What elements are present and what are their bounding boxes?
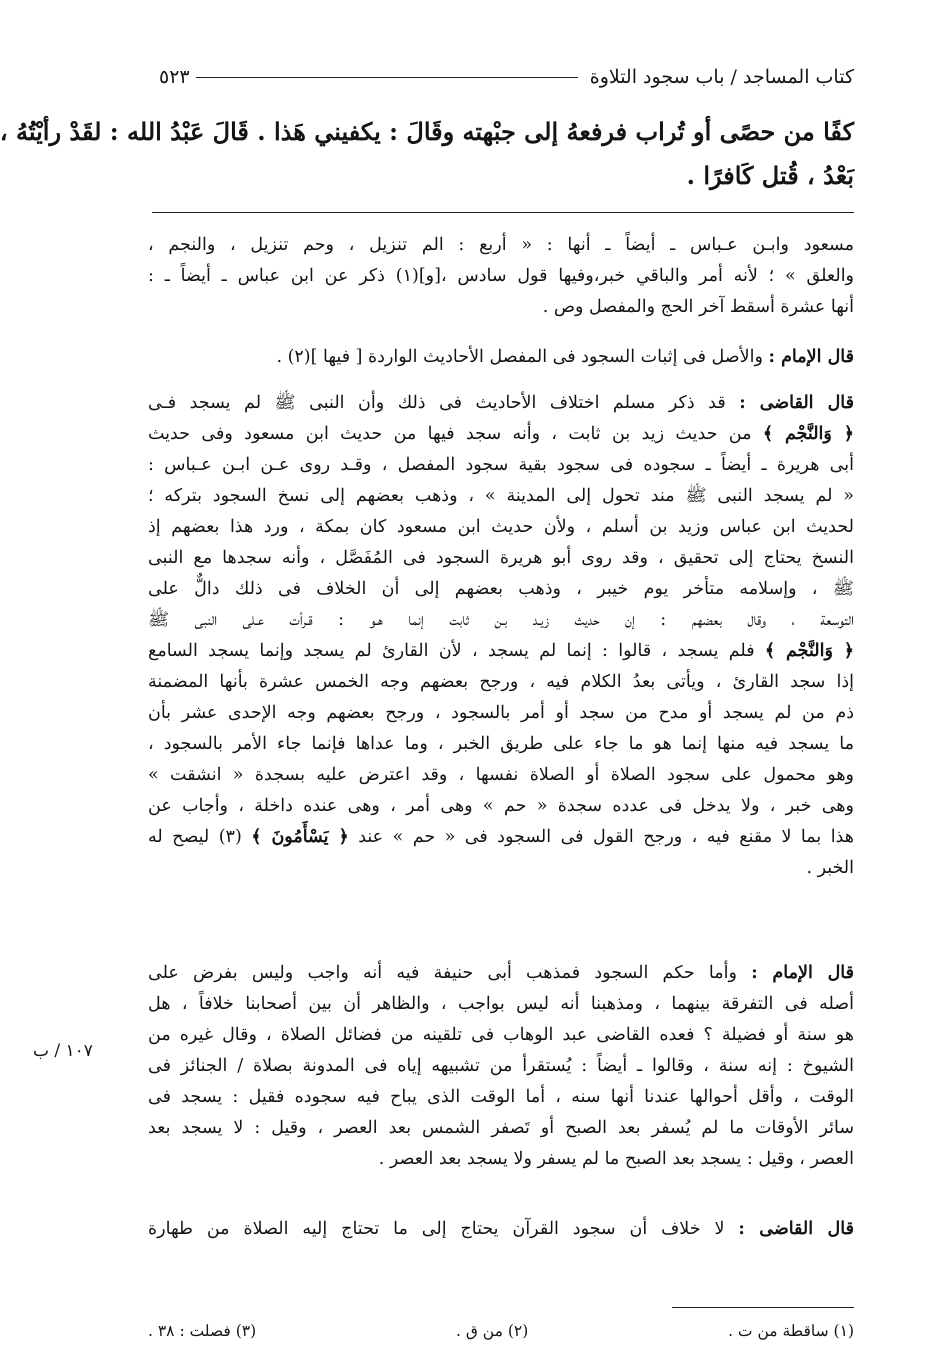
hadith-line: بَعْدُ ، قُتل كَافرًا . xyxy=(686,161,854,190)
text-line: ما يسجد فيه منها إنما هو ما جاء على طريق الخبر ، وما عداها فإنما جاء الأمر بالسجود ، xyxy=(148,734,854,754)
text-line: وهو محمول على سجود الصلاة أو الصلاة نفسها ، وقد اعترض عليه بسجدة « انشقت » xyxy=(148,765,854,785)
text-line: النسخ يحتاج إلى تحقيق ، وقد روى أبو هريرة السجود فى المُفَصَّل ، وأنه سجدها مع النبى xyxy=(148,548,854,568)
speaker-label: قال الإمام : xyxy=(751,963,854,983)
text-line: أصله فى التفرقة بينهما ، ومذهبنا أنه ليس بواجب ، والظاهر أن بين أصحابنا خلافاً ، هل xyxy=(148,994,854,1014)
footnote: (٣) فصلت : ٣٨ . xyxy=(148,1322,257,1340)
text-line: مسعود وابـن عـباس ـ أيضاً ـ أنها : « أربع : الم تنزيل ، وحم تنزيل ، والنجم ، xyxy=(148,235,854,255)
text-line: والعلق » ؛ لأنه أمر والباقي خبر،وفيها قول سادس ،[و](١) ذكر عن ابن عباس ـ أيضاً ـ : xyxy=(148,266,855,286)
text-line xyxy=(148,636,854,667)
speaker-label: قال القاضى : xyxy=(738,1219,854,1239)
header-rule xyxy=(153,77,578,78)
text-line: العصر ، وقيل : يسجد بعد الصبح ما لم يسفر ولا يسجد بعد العصر . xyxy=(378,1149,854,1169)
text-line: أبى هريرة ـ أيضاً ـ سجوده فى سجود بقية سجود المفصل ، وقـد روى عـن ابـن عـباس : xyxy=(148,455,854,475)
text-span: والأصل فى إثبات السجود فى المفصل الأحاديث الواردة [ فيها ](٢) . xyxy=(276,347,763,367)
text-line xyxy=(148,1214,854,1245)
text-line: « لم يسجد النبى ﷺ مند تحول إلى المدينة » ، وذهب بعضهم إلى نسخ السجود بتركه ؛ xyxy=(148,486,854,506)
text-line: الخبر . xyxy=(806,858,854,878)
qadi-paragraph xyxy=(148,1214,854,1245)
hadith-line: كفًا من حصًى أو تُراب فرفعهُ إلى جبْهته وقَالَ : يكفيني هَذا . قَالَ عَبْدُ الله : لقَدْ رأيْتُهُ ، xyxy=(0,117,854,146)
imam-paragraph xyxy=(148,342,854,373)
quran-quote: ﴿ وَالنَّجْم ﴾ xyxy=(764,641,855,661)
text-span: (٣) ليصح له xyxy=(148,827,242,847)
text-line xyxy=(148,342,854,373)
speaker-label: قال القاضى : xyxy=(739,393,854,413)
footnotes xyxy=(148,1318,854,1344)
quran-quote: ﴿ يَسْأَمُونَ ﴾ xyxy=(251,827,349,847)
footnote: (٢) من ق . xyxy=(455,1322,529,1340)
footnote: (١) ساقطة من ت . xyxy=(728,1322,854,1340)
text-line: ذم من لم يسجد أو مدح من سجد أو أمر بالسجود ، ورجح بعضهم وجه الإحدى عشر بأن xyxy=(148,703,854,723)
imam-paragraph xyxy=(148,958,854,1175)
text-span: قد ذكر مسلم اختلاف الأحاديث فى ذلك وأن النبى ﷺ لم يسجد فـى xyxy=(148,393,726,413)
text-line: إذا سجد القارئ ، ويأتى بعدُ الكلام فيه ، ورجح بعضهم وجه الخمس عشرة بأنها المضمنة xyxy=(148,672,854,692)
hadith-text xyxy=(0,110,854,198)
text-line: سائر الأوقات ما لم يُسفر بعد الصبح أو تَصفر الشمس بعد العصر ، وقيل : لا يسجد بعد xyxy=(148,1118,854,1138)
running-header xyxy=(153,62,854,92)
text-line: لحديث ابن عباس وزيد بن أسلم ، ولأن حديث ابن مسعود كان بمكة ، ورد هذا بعضهم إذ xyxy=(148,517,854,537)
text-line: الشيوخ : إنه سنة ، وقالوا ـ أيضاً : يُستقرأ من تشبيهه إياه فى المدونة بصلاة / الجنائز فى xyxy=(148,1056,854,1076)
quran-quote: ﴿ وَالنَّجْم ﴾ xyxy=(762,424,854,444)
page-number: ٥٢٣ xyxy=(153,62,196,92)
text-line: التوسعة ، وقال بعضهم : إن حديث زيـد بـن ثابت إنما هـو : قـرأت عـلى النبى ﷺ xyxy=(148,610,854,630)
text-span: فلم يسجد ، قالوا : إنما لم يسجد ، لأن القارئ لم يسجد وإنما يسجد السامع xyxy=(148,641,755,661)
text-span: من حديث زيد بن ثابت ، وأنه سجد فيها من حديث ابن مسعود وفى حديث xyxy=(148,424,752,444)
section-divider xyxy=(152,212,854,213)
text-line xyxy=(148,419,854,450)
speaker-label: قال الإمام : xyxy=(768,347,854,367)
footnote-rule xyxy=(672,1307,854,1308)
text-span: هذا بما لا مقنع فيه ، ورجح القول فى السجود فى « حم » عند xyxy=(358,827,854,847)
text-line xyxy=(148,388,854,419)
qadi-paragraph xyxy=(148,388,854,884)
manuscript-folio-note: ١٠٧ / ب xyxy=(33,1041,93,1061)
text-line xyxy=(148,822,854,853)
text-line: وهى خبر ، ولا يدخل فى عدده سجدة « حم » وهى أمر ، وهى عنده داخلة ، وأجاب عن xyxy=(148,796,854,816)
text-line: ﷺ ، وإسلامه متأخر يوم خيبر ، وذهب بعضهم إلى أن الخلاف فى ذلك دالٌّ على xyxy=(148,579,854,599)
text-span: وأما حكم السجود فمذهب أبى حنيفة فيه أنه واجب وليس بفرض على xyxy=(148,963,737,983)
commentary-paragraph xyxy=(148,230,854,323)
text-line: الوقت ، وأقل أحوالها عندنا أنها سنه ، أما الوقت الذى يباح فيه سجوده فقيل : يسجد فى xyxy=(148,1087,854,1107)
text-line: أنها عشرة أسقط آخر الحج والمفصل وص . xyxy=(542,297,854,317)
running-title: كتاب المساجد / باب سجود التلاوة xyxy=(589,66,854,88)
text-line: هو سنة أو فضيلة ؟ فعده القاضى عبد الوهاب فى تلقينه من فضائل الصلاة ، وقال غيره من xyxy=(148,1025,854,1045)
text-span: لا خلاف أن سجود القرآن يحتاج إلى ما تحتاج إليه الصلاة من طهارة xyxy=(148,1219,725,1239)
text-line xyxy=(148,958,854,989)
